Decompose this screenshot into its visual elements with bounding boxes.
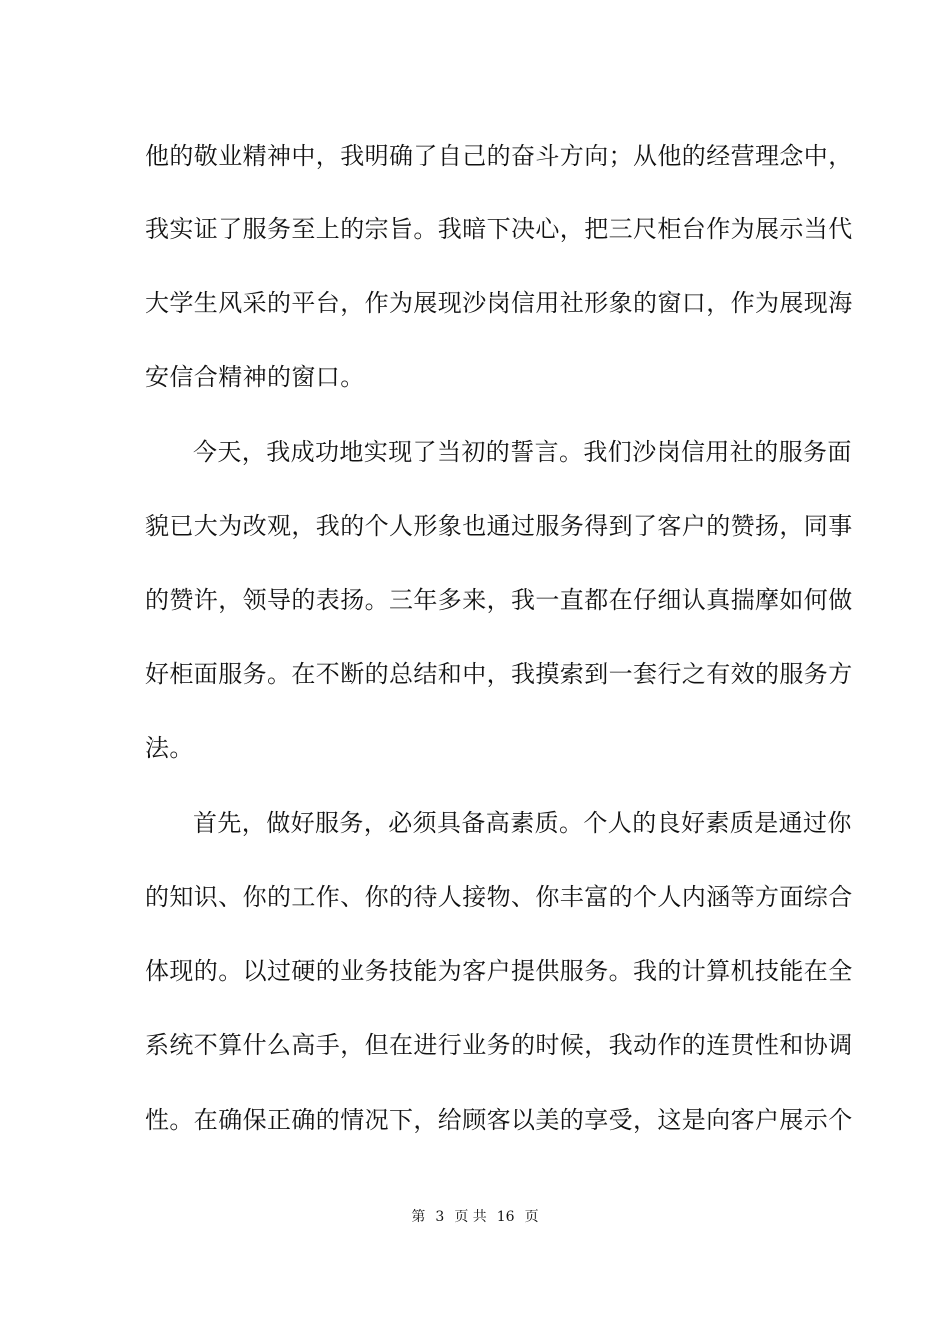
text-line-3: 大学生风采的平台，作为展现沙岗信用社形象的窗口，作为展现海 (145, 289, 853, 317)
text-line-14: 性。在确保正确的情况下，给顾客以美的享受，这是向客户展示个 (145, 1106, 853, 1134)
paragraph-2-first-line: 今天，我成功地实现了当初的誓言。我们沙岗信用社的服务面 (193, 438, 852, 466)
text-line-9: 法。 (145, 734, 194, 762)
footer-prefix: 第 (411, 1209, 426, 1225)
page-footer (0, 1207, 950, 1227)
text-line-2: 我实证了服务至上的宗旨。我暗下决心，把三尺柜台作为展示当代 (145, 215, 853, 243)
footer-total-pages: 16 (496, 1209, 515, 1225)
footer-middle: 页 共 (454, 1209, 487, 1225)
text-line-4: 安信合精神的窗口。 (145, 363, 365, 391)
text-line-1: 他的敬业精神中，我明确了自己的奋斗方向；从他的经营理念中， (145, 142, 853, 170)
text-line-7: 的赞许，领导的表扬。三年多来，我一直都在仔细认真揣摩如何做 (145, 586, 853, 614)
footer-current-page: 3 (435, 1209, 445, 1225)
text-line-12: 体现的。以过硬的业务技能为客户提供服务。我的计算机技能在全 (145, 957, 853, 985)
text-line-6: 貌已大为改观，我的个人形象也通过服务得到了客户的赞扬，同事 (145, 512, 853, 540)
text-line-8: 好柜面服务。在不断的总结和中，我摸索到一套行之有效的服务方 (145, 660, 853, 688)
text-line-11: 的知识、你的工作、你的待人接物、你丰富的个人内涵等方面综合 (145, 883, 853, 911)
footer-suffix: 页 (524, 1209, 539, 1225)
paragraph-3-first-line: 首先，做好服务，必须具备高素质。个人的良好素质是通过你 (193, 809, 852, 837)
text-line-13: 系统不算什么高手，但在进行业务的时候，我动作的连贯性和协调 (145, 1031, 853, 1059)
